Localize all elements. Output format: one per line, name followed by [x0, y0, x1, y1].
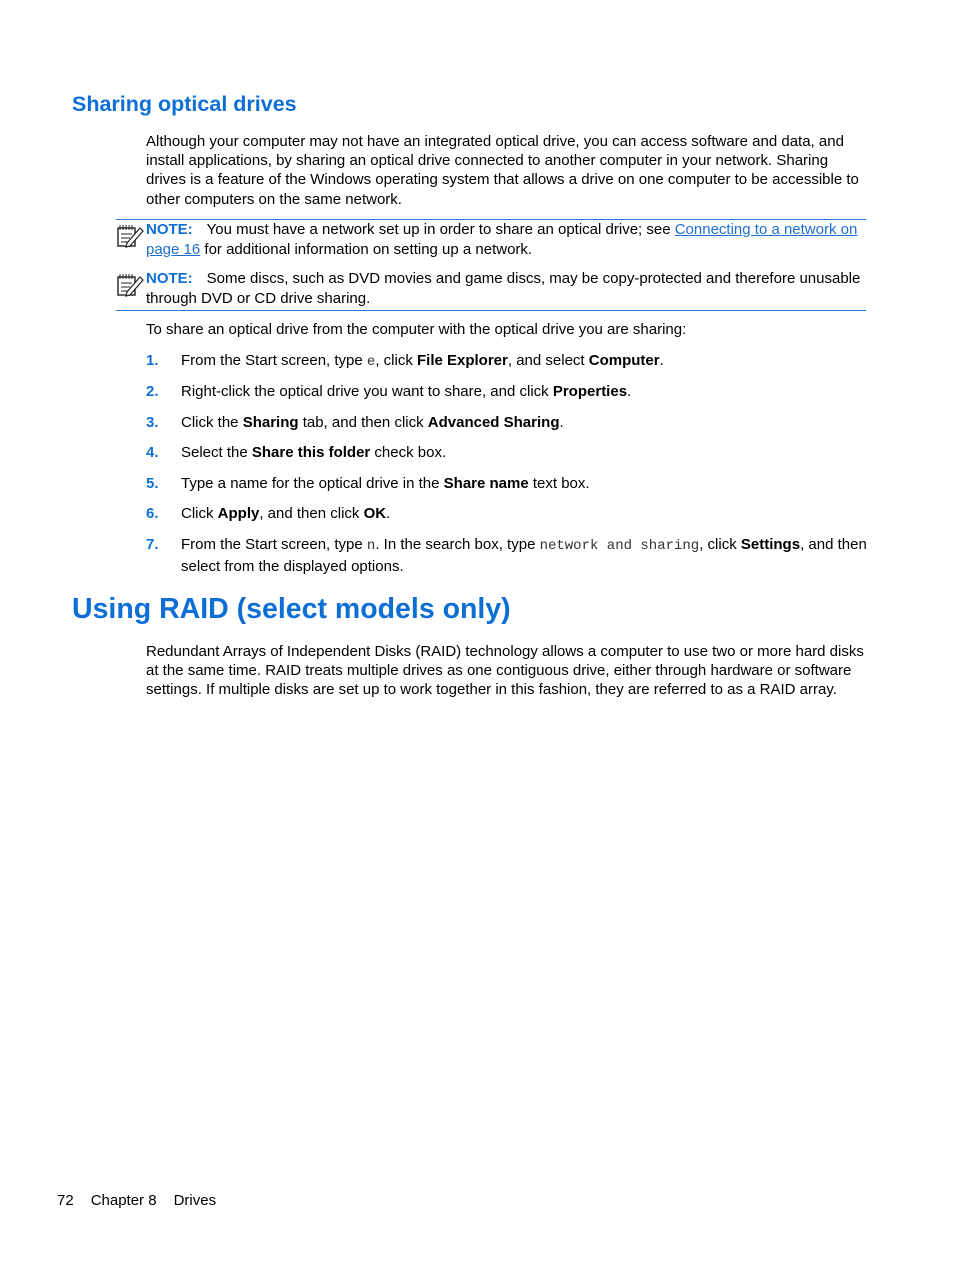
steps-intro: To share an optical drive from the computer with the optical drive you are sharing: — [146, 321, 687, 338]
step-number: 1. — [146, 352, 159, 369]
list-item: 2. Right-click the optical drive you want to share, and click Properties. — [146, 383, 632, 400]
list-item: 3. Click the Sharing tab, and then click Advanced Sharing. — [146, 414, 564, 431]
page-footer — [57, 1192, 233, 1209]
section-title: Sharing optical drives — [72, 92, 297, 116]
note-label: NOTE: — [146, 221, 193, 238]
chapter-label: Chapter 8 — [90, 1192, 157, 1209]
list-item: 4. Select the Share this folder check box. — [146, 444, 447, 461]
note-pencil-icon — [116, 222, 144, 248]
note-copy-protection — [116, 269, 866, 311]
list-item: 1. From the Start screen, type e, click File Explorer, and select Computer. — [146, 352, 664, 370]
list-item: 5. Type a name for the optical drive in the Share name text box. — [146, 475, 590, 492]
note-text: You must have a network set up in order to share an optical drive; see — [206, 221, 675, 238]
list-item: 6. Click Apply, and then click OK. — [146, 505, 391, 522]
chapter-title: Drives — [173, 1192, 217, 1209]
note-label: NOTE: — [146, 270, 193, 287]
step-number: 4. — [146, 444, 159, 461]
step-number: 5. — [146, 475, 159, 492]
step-number: 7. — [146, 536, 159, 553]
raid-title: Using RAID (select models only) — [72, 593, 511, 625]
note-text-after: for additional information on setting up a network. — [200, 240, 533, 258]
note-pencil-icon — [116, 271, 144, 297]
network-link[interactable]: Connecting to a network on page 16 — [146, 221, 858, 258]
note-network — [116, 219, 866, 259]
intro-paragraph: Although your computer may not have an integrated optical drive, you can access software and data, and install applications, by sharing an optical drive connected to another computer in your network. Sharing drives is a feature of the Windows operating system that allows a drive on one computer to be accessible to other computers on the same network. — [146, 133, 859, 208]
step-number: 6. — [146, 505, 159, 522]
step-number: 2. — [146, 383, 159, 400]
note-text: Some discs, such as DVD movies and game discs, may be copy-protected and therefore unusable through DVD or CD drive sharing. — [146, 270, 861, 307]
step-number: 3. — [146, 414, 159, 431]
list-item: 7. From the Start screen, type n. In the search box, type network and sharing, click Settings, and then select from the displayed options. — [146, 536, 867, 575]
raid-paragraph: Redundant Arrays of Independent Disks (RAID) technology allows a computer to use two or more hard disks at the same time. RAID treats multiple drives as one contiguous drive, either through hardware or software settings. If multiple disks are set up to work together in this fashion, they are referred to as a RAID array. — [146, 643, 864, 699]
page-number: 72 — [57, 1192, 74, 1209]
